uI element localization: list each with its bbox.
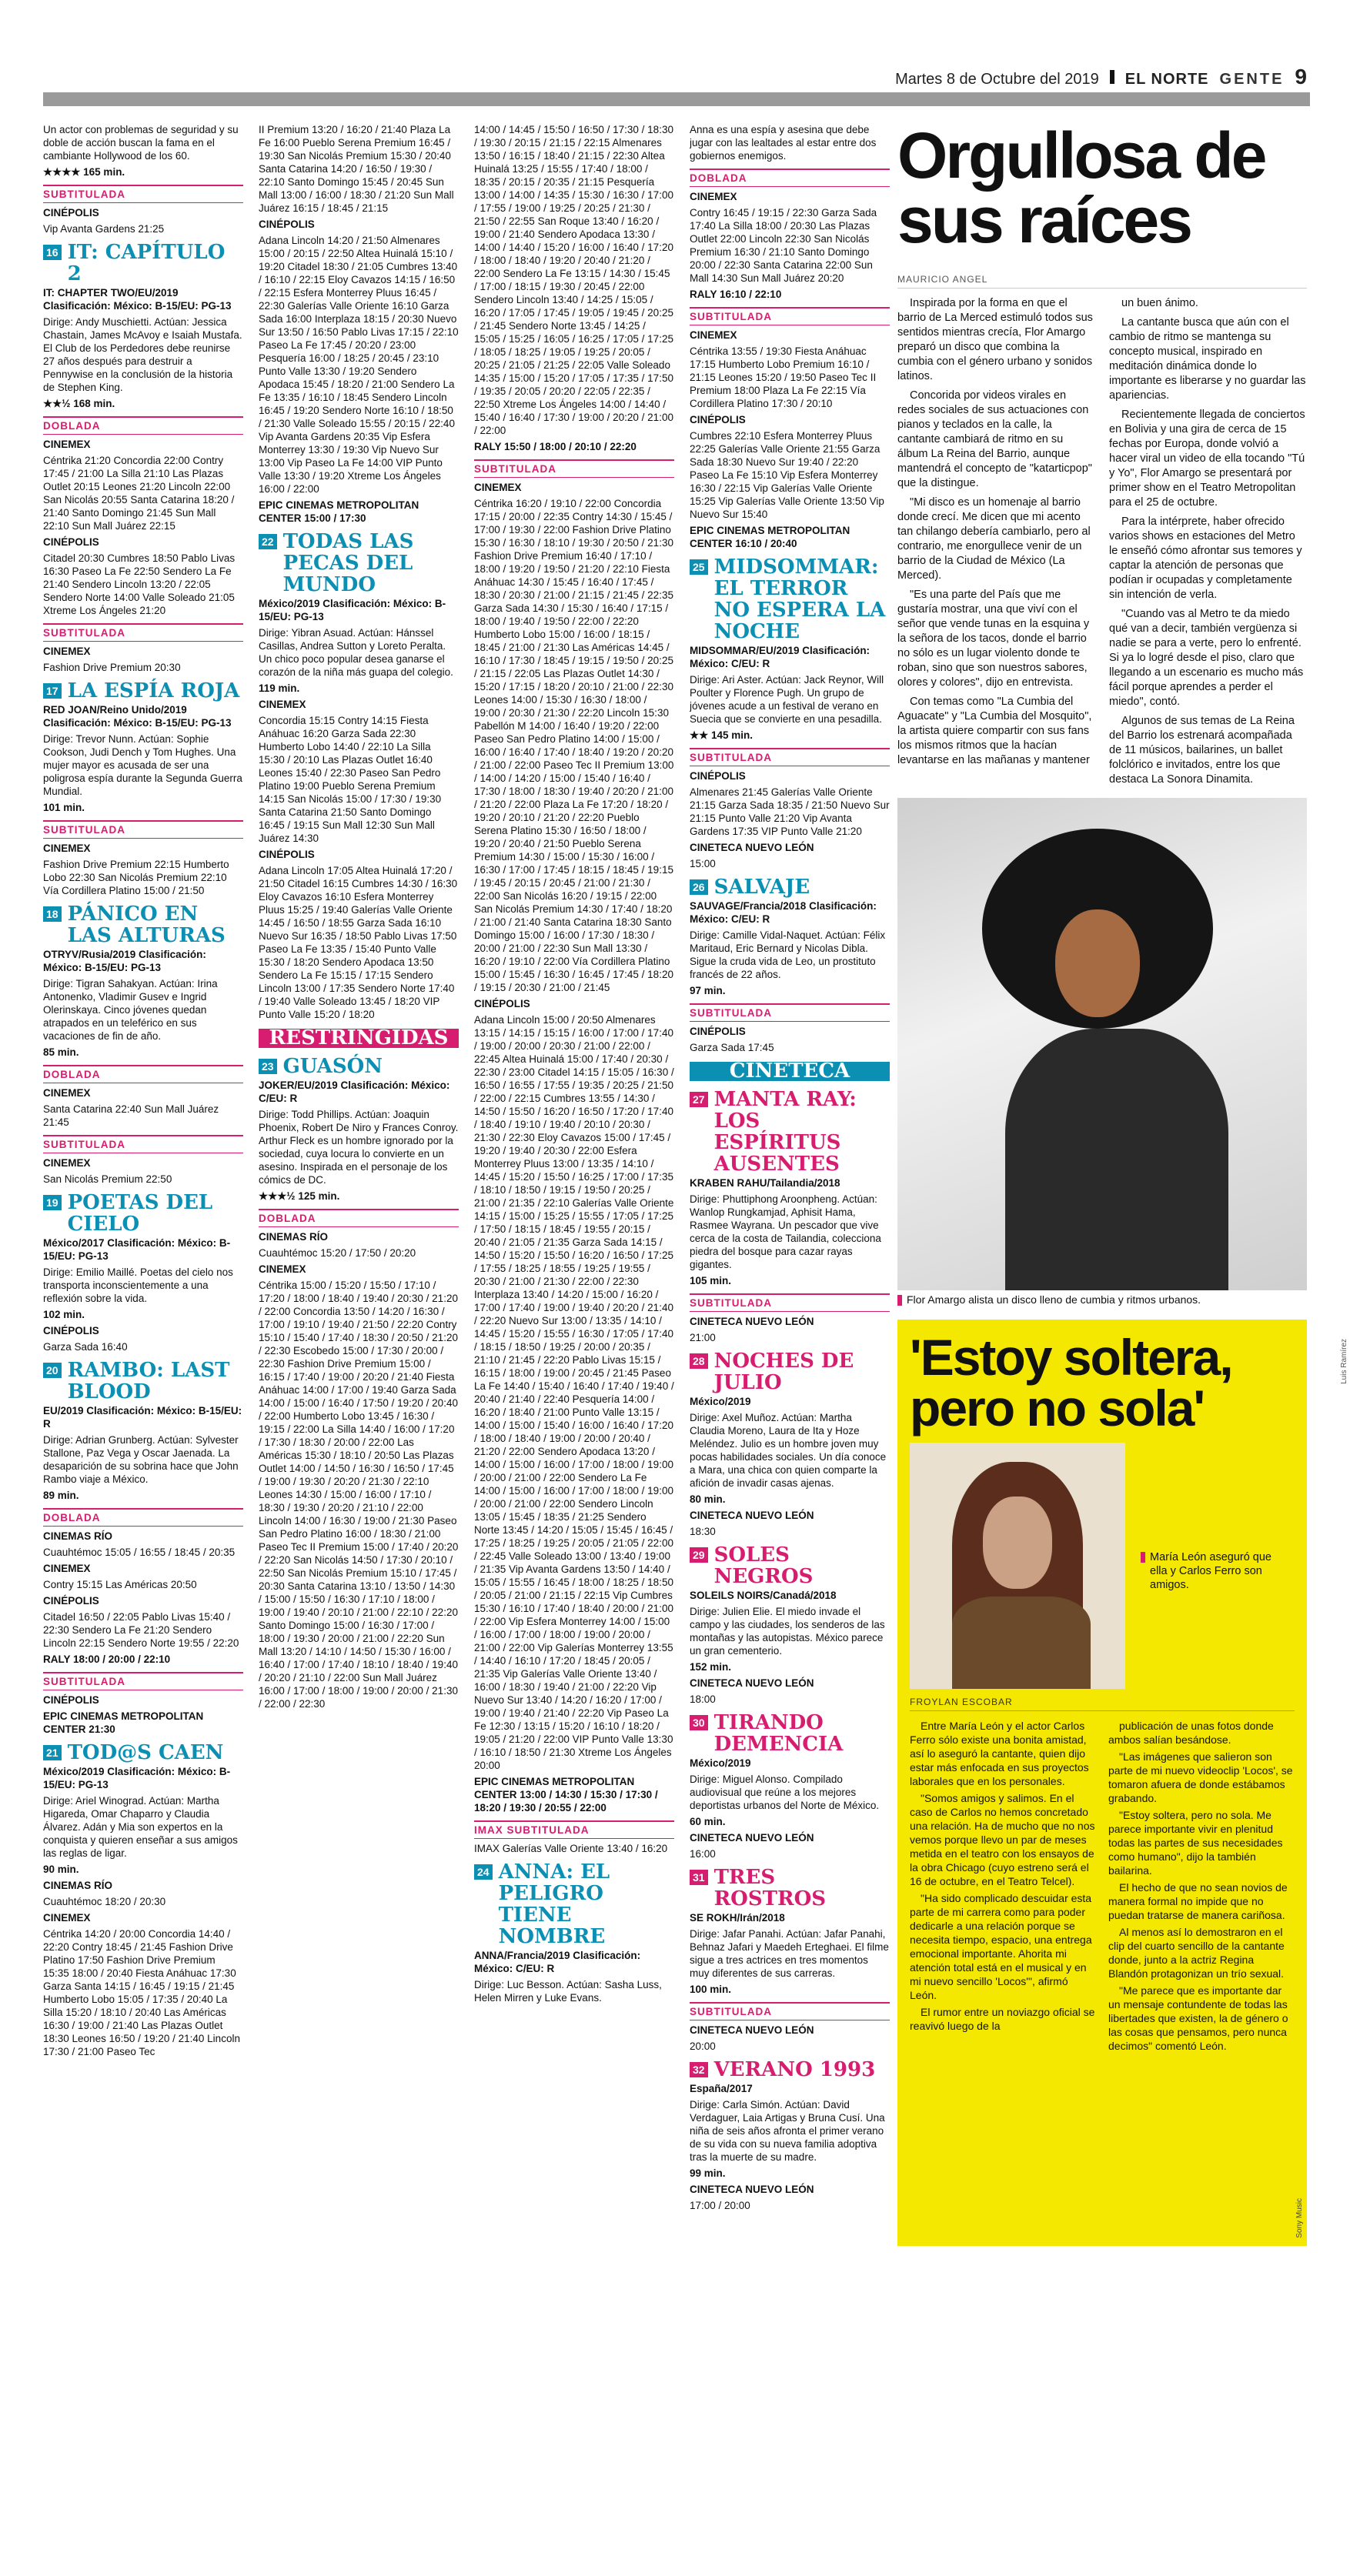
date-label: Martes 8 de Octubre del 2019: [895, 71, 1099, 88]
photo-caption: Flor Amargo alista un disco lleno de cumbia y ritmos urbanos.: [897, 1293, 1307, 1306]
paragraph: Algunos de sus temas de La Reina del Barrio los estrenará acompañada de 11 músicos, bailarines, un ballet folclórico e invitados, entre los que destaca La Sonora Dinamita.: [1109, 715, 1295, 786]
runtime: 99 min.: [690, 2167, 726, 2179]
section-label: IMAX SUBTITULADA: [474, 1820, 674, 1839]
movie-title-text: ANNA: EL PELIGRO TIENE NOMBRE: [498, 1860, 610, 1948]
movie-meta: México/2019: [690, 1396, 751, 1407]
showtimes: 15:00: [690, 858, 716, 869]
section-label: SUBTITULADA: [474, 459, 674, 478]
movie-meta: ANNA/Francia/2019 Clasificación: México: C/EU: R: [474, 1950, 641, 1974]
movie-synopsis: Dirige: Luc Besson. Actúan: Sasha Luss, Helen Mirren y Luke Evans.: [474, 1979, 662, 2004]
movie-number: 29: [690, 1547, 708, 1563]
photo-body-shape: [952, 1597, 1091, 1689]
movie-number: 18: [43, 906, 62, 922]
movie-synopsis: Dirige: Tigran Sahakyan. Actúan: Irina Antonenko, Vladimir Gusev e Ingrid Olerinskaya. Cinco jóvenes quedan atrapados en un teleférico en sus vacaciones de fin de año.: [43, 978, 218, 1042]
cinema-chain: CINEMEX: [474, 482, 522, 493]
runtime: 100 min.: [690, 1984, 732, 1995]
movie-title-text: MANTA RAY: LOS ESPÍRITUS AUSENTES: [713, 1088, 857, 1176]
showtimes: Santa Catarina 22:40 Sun Mall Juárez 21:45: [43, 1103, 219, 1128]
paragraph: "Ha sido complicado descuidar esta parte de mi carrera como para poder dedicarle a una relación porque se necesita tiempo, espacio, una entrega emocional importante. Ahorita mi atención total está en el musical y en mi nuevo sencillo 'Locos'", afirmó León.: [910, 1892, 1092, 2001]
movie-meta: México/2019 Clasificación: México: B-15/EU: PG-13: [43, 1766, 231, 1790]
movie-synopsis: Dirige: Phuttiphong Aroonpheng. Actúan: Wanlop Rungkamjad, Aphisit Hama, Rasmee Wayrana. Un pescador que vive cerca de la costa de Tailandia, colecciona piedra del bosque para cazar rayas gigantes.: [690, 1193, 881, 1270]
brand-name: EL NORTE: [1124, 71, 1209, 88]
movie-meta: KRABEN RAHU/Tailandia/2018: [690, 1177, 840, 1189]
sidebar-column-2: [1108, 1719, 1295, 2056]
movie-title-text: GUASÓN: [282, 1055, 383, 1078]
rating: ★★½ 168 min.: [43, 398, 115, 409]
movie-meta: México/2019: [690, 1757, 751, 1769]
showtimes: Céntrika 16:20 / 19:10 / 22:00 Concordia 17:15 / 20:00 / 22:35 Contry 14:30 / 15:45 / 17:00 / 19:30 / 22:00 Fashion Drive Platino 15:30 / 16:30 / 18:10 / 19:30 / 20:50 / 21:30 Fashion Drive Premium 16:40 / 17:10 / 18:00 / 19:20 / 19:50 / 21:20 / 22:10 Fiesta Anáhuac 14:30 / 15:45 / 16:40 / 17:45 / 18:30 / 20:30 / 21:00 / 21:15 / 21:45 / 22:35 Garza Sada 14:30 / 15:30 / 16:40 / 17:15 / 18:00 / 19:40 / 19:50 / 22:00 / 22:20 Humberto Lobo 15:00 / 16:00 / 18:15 / 18:45 / 21:00 / 21:30 Las Américas 14:45 / 16:10 / 17:30 / 18:45 / 19:15 / 19:50 / 20:25 / 21:15 / 22:05 Las Plazas Outlet 14:30 / 15:20 / 17:15 / 18:20 / 20:10 / 21:00 / 22:30 Leones 14:00 / 15:30 / 16:30 / 18:00 / 19:00 / 20:30 / 21:30 / 22:20 Lincoln 15:30 Pabellón M 14:00 / 16:40 / 19:20 / 22:00 Paseo San Pedro Platino 14:00 / 15:00 / 16:00 / 16:40 / 17:40 / 18:40 / 19:20 / 20:20 / 21:00 / 22:00 Paseo Tec II Premium 13:00 / 14:00 / 14:20 / 15:00 / 15:40 / 16:40 / 17:30 / 18:00 / 18:30 / 19:40 / 20:20 / 21:00 / 21:20 / 22:00 Plaza La Fe 17:20 / 18:20 / 19:20 / 20:10 / 21:20 / 22:20 Pueblo Serena Platino 15:30 / 16:50 / 18:00 / 19:20 / 20:40 / 21:50 Pueblo Serena Premium 14:30 / 15:00 / 15:30 / 16:00 / 16:30 / 17:00 / 17:45 / 18:15 / 18:45 / 19:15 / 19:45 / 20:15 / 20:45 / 21:00 / 21:30 / 22:00 San Nicolás 16:20 / 19:15 / 22:00 San Nicolás Premium 14:30 / 17:40 / 18:20 / 21:00 / 21:40 Santa Catarina 18:30 Santo Domingo 15:00 / 16:00 / 17:30 / 18:30 / 20:00 / 21:00 / 22:30 Sun Mall 13:30 / 16:20 / 19:10 / 22:00 Vía Cordillera Platino 15:00 / 15:45 / 16:30 / 16:45 / 17:45 / 18:20 / 19:15 / 20:30 / 21:00 / 21:45: [474, 498, 674, 993]
listing-column-3: [474, 123, 674, 2562]
cinema-chain: EPIC CINEMAS METROPOLITAN CENTER 21:30: [43, 1710, 204, 1735]
movie-meta: México/2017 Clasificación: México: B-15/EU: PG-13: [43, 1237, 231, 1262]
photo-caption: María León aseguró que ella y Carlos Ferro son amigos.: [1141, 1550, 1271, 1592]
listing-column-2: [259, 123, 459, 2562]
section-label: SUBTITULADA: [43, 623, 243, 642]
cinema-chain: CINÉPOLIS: [43, 1325, 99, 1336]
cinema-chain: CINEMEX: [43, 646, 91, 657]
movie-meta: SAUVAGE/Francia/2018 Clasificación: México: C/EU: R: [690, 900, 877, 925]
section-label: SUBTITULADA: [43, 820, 243, 839]
showtimes: Céntrika 15:00 / 15:20 / 15:50 / 17:10 / 17:20 / 18:00 / 18:40 / 19:40 / 20:30 / 21:20 / 22:00 Concordia 13:50 / 14:20 / 16:30 / 17:00 / 19:10 / 19:40 / 21:50 / 22:20 Contry 15:10 / 15:40 / 17:40 / 18:30 / 20:50 / 21:20 / 22:30 Escobedo 15:00 / 17:30 / 20:00 / 22:30 Fashion Drive Premium 15:00 / 16:15 / 17:40 / 19:00 / 20:20 / 21:40 Fiesta Anáhuac 14:00 / 17:00 / 19:40 Garza Sada 14:00 / 15:00 / 16:40 / 17:50 / 19:20 / 20:40 / 22:00 Humberto Lobo 13:45 / 16:30 / 19:15 / 22:00 La Silla 14:40 / 16:00 / 17:20 / 17:30 / 18:30 / 20:00 / 22:00 Las Américas 15:30 / 18:10 / 20:50 Las Plazas Outlet 14:00 / 14:50 / 16:30 / 16:50 / 17:45 / 19:00 / 19:30 / 20:20 / 21:30 / 22:10 Leones 14:30 / 15:00 / 16:00 / 17:10 / 18:30 / 19:30 / 20:20 / 21:10 / 22:00 Lincoln 14:00 / 16:30 / 19:00 / 21:30 Paseo San Pedro Platino 16:00 / 18:30 / 21:00 Paseo Tec II Premium 15:00 / 17:40 / 20:20 / 22:20 San Nicolás 14:50 / 17:30 / 20:10 / 22:50 San Nicolás Premium 15:10 / 17:45 / 20:30 Santa Catarina 13:10 / 13:50 / 14:30 / 15:00 / 15:50 / 16:30 / 17:10 / 18:00 / 19:00 / 19:40 / 20:10 / 21:00 / 22:10 / 22:20 Santo Domingo 15:00 / 16:30 / 17:00 / 18:00 / 19:30 / 20:00 / 21:00 / 22:20 Sun Mall 13:20 / 14:10 / 14:50 / 15:30 / 16:00 / 16:40 / 17:00 / 17:40 / 18:10 / 18:40 / 19:40 / 20:20 / 21:10 / 22:00 Sun Mall Juárez 16:00 / 17:00 / 18:00 / 19:00 / 20:00 / 21:30 / 22:00 / 22:30: [259, 1280, 459, 1710]
movie-synopsis: Dirige: Ari Aster. Actúan: Jack Reynor, Will Poulter y Florence Pugh. Un grupo de jóvenes acude a un festival de verano en Suecia que se convierte en una pesadilla.: [690, 674, 884, 725]
movie-number: 28: [690, 1353, 708, 1369]
paragraph: "Somos amigos y salimos. En el caso de Carlos no hemos concretado una relación. Ha de mucho que no nos vemos porque llevo un par de meses metida en el teatro con los ensayos de la obra Chicago (cuyo estreno será el 16 de octubre, en el Teatro Telcel).: [910, 1792, 1095, 1887]
movie-title-text: RAMBO: LAST BLOOD: [67, 1359, 230, 1403]
cinema-chain: CINÉPOLIS: [259, 849, 315, 860]
paragraph: "Estoy soltera, pero no sola. Me parece importante vivir en plenitud todas las partes de sus necesidades como humano", dijo la también bailarina.: [1108, 1809, 1283, 1877]
movie-number: 20: [43, 1363, 62, 1378]
movie-title-text: IT: CAPÍTULO 2: [67, 241, 226, 285]
separator: [1110, 70, 1114, 84]
showtimes: Concordia 15:15 Contry 14:15 Fiesta Anáhuac 16:20 Garza Sada 22:30 Humberto Lobo 14:40 / 22:10 La Silla 15:30 / 20:10 Las Plazas Outlet 16:40 Leones 15:40 / 22:30 Paseo San Pedro Platino 19:00 Pueblo Serena Premium 14:15 San Nicolás 15:00 / 17:30 / 19:30 Santa Catarina 21:50 Santo Domingo 16:45 / 19:15 Sun Mall 12:30 Sun Mall Juárez 14:30: [259, 715, 442, 844]
movie-meta: JOKER/EU/2019 Clasificación: México: C/EU: R: [259, 1079, 450, 1104]
movie-title-text: SOLES NEGROS: [713, 1543, 814, 1588]
movie-synopsis: Dirige: Miguel Alonso. Compilado audiovisual que reúne a los mejores deportistas urbanos del Norte de México.: [690, 1774, 880, 1811]
showtimes: RALY 15:50 / 18:00 / 20:10 / 22:20: [474, 441, 637, 452]
showtimes: Cuauhtémoc 15:20 / 17:50 / 20:20: [259, 1247, 416, 1259]
movie-title-text: TIRANDO DEMENCIA: [713, 1711, 844, 1756]
movie-synopsis: Dirige: Axel Muñoz. Actúan: Martha Claudia Moreno, Laura de Ita y Hoze Meléndez. Julio es un hombre joven muy pocas habilidades sociales. Un día conoce a Mara, una chica con quien comparte la afición de invadir casas ajenas.: [690, 1412, 887, 1489]
cinema-chain: CINEMEX: [690, 329, 737, 341]
paragraph: Con temas como "La Cumbia del Aguacate" y "La Cumbia del Mosquito", la artista quiere compartir con sus fans los mismos ritmos que la hacían levantarse en las mañanas y mantener: [897, 696, 1092, 766]
movie-meta: EU/2019 Clasificación: México: B-15/EU: R: [43, 1405, 242, 1430]
movie-title: [43, 1360, 243, 1403]
runtime: 105 min.: [690, 1275, 732, 1286]
showtimes: Céntrika 13:55 / 19:30 Fiesta Anáhuac 17:15 Humberto Lobo Premium 16:10 / 21:15 Leones 15:20 / 19:50 Paseo Tec II Premium 18:00 Plaza La Fe 22:15 Vía Cordillera Platino 17:30 / 20:10: [690, 345, 877, 409]
article-body: [897, 296, 1307, 792]
showtimes: Céntrika 21:20 Concordia 22:00 Contry 17:45 / 21:00 La Silla 21:10 Las Plazas Outlet 20:15 Leones 21:20 Lincoln 22:00 San Nicolás 20:55 Santa Catarina 18:20 / 21:40 Santo Domingo 21:45 Sun Mall 22:10 Sun Mall Juárez 22:15: [43, 455, 235, 532]
section-label: DOBLADA: [43, 1065, 243, 1083]
movie-number: 22: [259, 534, 277, 549]
showtimes: Almenares 21:45 Galerías Valle Oriente 21:15 Garza Sada 18:35 / 21:50 Nuevo Sur 21:15 Punto Valle 21:20 Vip Avanta Gardens 17:35 VIP Punto Valle 21:20: [690, 786, 890, 837]
cinema-chain: CINETECA NUEVO LEÓN: [690, 1316, 814, 1327]
section-label: SUBTITULADA: [690, 1003, 890, 1022]
cinema-chain: CINETECA NUEVO LEÓN: [690, 842, 814, 853]
showtimes: Contry 16:45 / 19:15 / 22:30 Garza Sada 17:40 La Silla 18:00 / 20:30 Las Plazas Outlet 22:00 Lincoln 22:30 San Nicolás Premium 16:30 / 21:10 Santo Domingo 20:00 / 22:30 Santa Catarina 22:00 Sun Mall 14:30 Sun Mall Juárez 20:20: [690, 207, 877, 284]
movie-title-text: TRES ROSTROS: [713, 1866, 826, 1910]
paragraph: "Me parece que es importante dar un mensaje contundente de todas las libertades que existen, la de género o las cosas que pensamos, pero nunca decimos" comentó León.: [1108, 1984, 1288, 2052]
movie-title: [690, 1089, 890, 1175]
movie-meta: OTRYV/Rusia/2019 Clasificación: México: B-15/EU: PG-13: [43, 949, 206, 973]
movie-number: 31: [690, 1870, 708, 1885]
cinema-chain: CINETECA NUEVO LEÓN: [690, 2024, 814, 2036]
runtime: 119 min.: [259, 682, 300, 694]
paragraph: El rumor entre un noviazgo oficial se reavivó luego de la: [910, 2006, 1095, 2032]
movie-meta: España/2017: [690, 2083, 753, 2094]
page-number: 9: [1295, 65, 1307, 88]
movie-number: 30: [690, 1715, 708, 1730]
photo-with-caption: [910, 1443, 1295, 1689]
cinema-chain: CINÉPOLIS: [474, 998, 530, 1009]
showtimes: 21:00: [690, 1332, 716, 1343]
photo-face-shape: [983, 1497, 1052, 1589]
movie-synopsis: Dirige: Andy Muschietti. Actúan: Jessica Chastain, James McAvoy e Isaiah Mustafa. El Club de los Perdedores debe reunirse 27 años después para destruir a Pennywise en la conclusión de la historia de Stephen King.: [43, 316, 242, 393]
cinema-chain: EPIC CINEMAS METROPOLITAN CENTER 16:10 / 20:40: [690, 525, 850, 549]
cinema-chain: CINÉPOLIS: [43, 1595, 99, 1607]
section-label: SUBTITULADA: [690, 307, 890, 325]
movie-synopsis: Dirige: Camille Vidal-Naquet. Actúan: Félix Maritaud, Eric Bernard y Nicolas Dibla. Sigue la cruda vida de Leo, un prostituto francés de 22 años.: [690, 929, 886, 980]
section-label: SUBTITULADA: [43, 1135, 243, 1153]
movie-title: [43, 1742, 243, 1763]
showtimes: 20:00: [690, 2040, 716, 2052]
movie-number: 19: [43, 1195, 62, 1210]
section-label: DOBLADA: [43, 416, 243, 435]
cinema-chain: CINÉPOLIS: [43, 207, 99, 219]
cinema-chain: CINÉPOLIS: [690, 1026, 746, 1037]
movie-number: 21: [43, 1745, 62, 1760]
feature-articles: [897, 119, 1307, 2246]
movie-meta: MIDSOMMAR/EU/2019 Clasificación: México: C/EU: R: [690, 645, 870, 669]
showtimes: 18:30: [690, 1526, 716, 1537]
paragraph: La cantante busca que aún con el cambio de ritmo se mantenga su concepto musical, inspirado en meditación dinámica donde lo importante es liberarse y no guardar las apariencias.: [1109, 316, 1306, 402]
photo-credit: Luis Ramírez: [1340, 1339, 1348, 1384]
header-rule: [43, 92, 1310, 106]
movie-title-text: LA ESPÍA ROJA: [67, 679, 240, 702]
movie-title: [690, 1350, 890, 1393]
movie-title: [690, 876, 890, 898]
movie-synopsis: Dirige: Todd Phillips. Actúan: Joaquin Phoenix, Robert De Niro y Frances Conroy. Arthur Fleck es un hombre ignorado por la sociedad, cuya locura lo convierte en un asesino. Inspirada en el personaje de los cómics de DC.: [259, 1109, 459, 1186]
movie-title: [690, 556, 890, 642]
movie-title: [259, 531, 459, 596]
movie-number: 16: [43, 245, 62, 260]
showtimes: Adana Lincoln 17:05 Altea Huinalá 17:20 / 21:50 Citadel 16:15 Cumbres 14:30 / 16:30 Eloy Cavazos 16:10 Esfera Monterrey Pluus 15:25 / 19:40 Galerías Valle Oriente 14:45 / 16:50 / 18:55 Garza Sada 16:10 Nuevo Sur 16:35 / 18:50 Pablo Livas 17:50 Paseo La Fe 13:35 / 15:40 Punto Valle 15:30 / 18:20 Sendero Apodaca 13:50 Sendero La Fe 15:15 / 17:15 Sendero Lincoln 13:00 / 17:35 Sendero Norte 17:40 / 19:40 Valle Soleado 13:45 / 18:20 VIP Punto Valle 15:20 / 18:20: [259, 865, 458, 1020]
cinema-chain: EPIC CINEMAS METROPOLITAN CENTER 13:00 / 14:30 / 15:30 / 17:30 / 18:20 / 19:30 / 20:55 / 22:00: [474, 1776, 658, 1814]
article-byline: FROYLAN ESCOBAR: [910, 1697, 1295, 1711]
section-label: SUBTITULADA: [690, 2002, 890, 2020]
cinema-chain: EPIC CINEMAS METROPOLITAN CENTER 15:00 / 17:30: [259, 499, 419, 524]
cinema-chain: CINEMEX: [43, 1087, 91, 1099]
movie-synopsis: Anna es una espía y asesina que debe jugar con las lealtades al estar entre dos gobiernos enemigos.: [690, 124, 877, 162]
cinema-chain: CINÉPOLIS: [43, 1694, 99, 1706]
movie-title: [474, 1861, 674, 1947]
movie-title-text: VERANO 1993: [713, 2058, 876, 2081]
actress-photo: [910, 1443, 1125, 1689]
movie-number: 26: [690, 879, 708, 895]
runtime: 90 min.: [43, 1864, 79, 1875]
movie-title-text: SALVAJE: [713, 876, 810, 899]
movie-number: 32: [690, 2062, 708, 2077]
paragraph: un buen ánimo.: [1121, 297, 1198, 309]
movie-title-text: TODAS LAS PECAS DEL MUNDO: [282, 530, 414, 596]
movie-title-text: PÁNICO EN LAS ALTURAS: [67, 903, 226, 947]
cinema-chain: CINEMEX: [259, 1263, 306, 1275]
movie-title: [690, 1544, 890, 1587]
article-byline: MAURICIO ANGEL: [897, 274, 1307, 289]
showtimes: Citadel 20:30 Cumbres 18:50 Pablo Livas 16:30 Paseo La Fe 22:50 Sendero La Fe 21:40 Sendero Lincoln 13:20 / 22:05 Sendero Norte 14:00 Valle Soleado 21:05 Xtreme Los Ángeles 21:20: [43, 552, 236, 616]
showtimes: Fashion Drive Premium 22:15 Humberto Lobo 22:30 San Nicolás Premium 22:10 Vía Cordillera Platino 15:00 / 21:50: [43, 859, 229, 896]
cinema-chain: CINÉPOLIS: [690, 414, 746, 425]
photo-credit: Sony Music: [1295, 2198, 1304, 2238]
header-meta: [895, 65, 1307, 89]
movie-synopsis: Dirige: Carla Simón. Actúan: David Verdaguer, Laia Artigas y Bruna Cusí. Una niña de seis años afronta el primer verano de su vida con su nueva familia adoptiva tras la muerte de su madre.: [690, 2099, 885, 2163]
section-label: DOBLADA: [43, 1508, 243, 1527]
movie-title: [43, 680, 243, 702]
showtimes: Citadel 16:50 / 22:05 Pablo Livas 15:40 / 22:30 Sendero La Fe 21:20 Sendero Lincoln 22:15 Sendero Norte 19:55 / 22:20: [43, 1611, 239, 1649]
runtime: 80 min.: [690, 1493, 726, 1505]
showtimes: 14:00 / 14:45 / 15:50 / 16:50 / 17:30 / 18:30 / 19:30 / 20:15 / 21:15 / 22:15 Almenares 13:50 / 16:15 / 18:40 / 21:15 / 22:30 Altea Huinalá 13:25 / 15:55 / 17:40 / 18:00 / 18:35 / 20:15 / 20:35 / 21:15 Pesquería 13:00 / 14:00 / 14:35 / 15:30 / 16:30 / 17:00 / 17:55 / 19:00 / 19:25 / 20:25 / 21:30 / 21:50 / 22:55 San Roque 13:40 / 16:20 / 19:00 / 21:40 Sendero Apodaca 13:30 / 14:00 / 14:40 / 15:20 / 16:00 / 16:40 / 17:20 / 18:00 / 18:40 / 19:20 / 20:40 / 21:20 / 22:00 Sendero La Fe 13:15 / 14:30 / 15:45 / 17:00 / 18:15 / 19:30 / 20:45 / 22:00 Sendero Lincoln 13:40 / 14:25 / 15:05 / 16:20 / 17:05 / 17:45 / 19:05 / 19:45 / 20:25 / 21:45 Sendero Norte 13:45 / 14:25 / 15:05 / 15:25 / 16:05 / 16:25 / 17:05 / 17:25 / 18:05 / 18:25 / 19:05 / 19:25 / 20:05 / 20:25 / 21:05 / 21:25 / 22:05 Valle Soleado 14:35 / 15:00 / 15:20 / 17:05 / 17:35 / 17:50 / 19:35 / 20:05 / 20:20 / 22:05 / 22:35 / 22:50 Xtreme Los Ángeles 14:00 / 14:40 / 15:40 / 16:40 / 17:30 / 19:00 / 20:20 / 21:00 / 22:00: [474, 124, 673, 436]
movie-synopsis: Dirige: Trevor Nunn. Actúan: Sophie Cookson, Judi Dench y Tom Hughes. Una mujer mayor es acusada de ser una poligrosa espía durante la Segunda Guerra Mundial.: [43, 733, 242, 797]
movie-listings: [43, 123, 890, 2562]
paragraph: Concorida por videos virales en redes sociales de sus actuaciones con pianos y teclados en la calle, la cantante cambiará de ritmo en su álbum La Reina del Barrio, aunque mantendrá el concepto de "katarticpop" que la distingue.: [897, 389, 1092, 489]
cinema-chain: CINEMEX: [259, 699, 306, 710]
section-label: SUBTITULADA: [690, 748, 890, 766]
movie-synopsis: Dirige: Julien Elie. El miedo invade el campo y las ciudades, los senderos de las montañas y las autopistas. México parece un gran cementerio.: [690, 1606, 885, 1657]
showtimes: Garza Sada 16:40: [43, 1341, 128, 1353]
movie-synopsis: Dirige: Emilio Maillé. Poetas del cielo nos transporta inconscientemente a una reflexión sobre la vida.: [43, 1266, 233, 1304]
cinema-chain: CINEMEX: [43, 843, 91, 854]
cinema-chain: CINEMEX: [43, 439, 91, 450]
movie-title-text: MIDSOMMAR: EL TERROR NO ESPERA LA NOCHE: [713, 556, 886, 643]
section-label: DOBLADA: [690, 169, 890, 187]
section-name: GENTE: [1219, 71, 1285, 88]
cinema-chain: CINEMAS RÍO: [43, 1530, 113, 1542]
movie-title: [43, 1192, 243, 1235]
cinema-chain: CINETECA NUEVO LEÓN: [690, 2184, 814, 2195]
movie-meta: SOLEILS NOIRS/Canadá/2018: [690, 1590, 837, 1601]
showtimes: Cuauhtémoc 15:05 / 16:55 / 18:45 / 20:35: [43, 1547, 236, 1558]
showtimes: 18:00: [690, 1693, 716, 1705]
movie-title: [690, 2059, 890, 2080]
showtimes: Adana Lincoln 14:20 / 21:50 Almenares 15:00 / 20:15 / 22:50 Altea Huinalá 15:10 / 19:20 Citadel 18:30 / 21:05 Cumbres 13:40 / 16:10 / 22:15 Eloy Cavazos 14:15 / 16:50 / 22:15 Esfera Monterrey Pluus 16:45 / 22:30 Galerías Valle Oriente 16:10 Garza Sada 16:00 Interplaza 18:15 / 20:30 Nuevo Sur 13:50 / 16:50 Pablo Livas 17:15 / 22:10 Paseo La Fe 17:45 / 20:20 / 23:00 Pesquería 16:00 / 18:25 / 20:45 / 23:10 Punto Valle 13:30 / 19:20 Sendero Apodaca 15:45 / 18:20 / 21:00 Sendero La Fe 13:35 / 16:10 / 18:45 Sendero Lincoln 16:45 / 19:20 Sendero Norte 16:10 / 18:50 / 21:30 Valle Soleado 15:55 / 20:15 / 22:40 Vip Avanta Gardens 20:35 Vip Esfera Monterrey 13:30 / 19:30 Vip Nuevo Sur 13:00 Vip Paseo La Fe 14:00 VIP Punto Valle 13:30 / 19:20 Xtreme Los Ángeles 16:00 / 22:00: [259, 235, 459, 495]
sidebar-article-box: [897, 1320, 1307, 2246]
movie-title-text: TOD@S CAEN: [67, 1741, 224, 1764]
movie-synopsis: Dirige: Ariel Winograd. Actúan: Martha Higareda, Omar Chaparro y Claudia Álvarez. Adán y Mia son expertos en la conquista y quieren enseñar a sus amigos las reglas de ligar.: [43, 1795, 238, 1859]
runtime: 101 min.: [43, 802, 85, 813]
showtimes: RALY 18:00 / 20:00 / 22:10: [43, 1653, 171, 1665]
showtimes: Adana Lincoln 15:00 / 20:50 Almenares 13:15 / 14:15 / 15:15 / 16:00 / 17:00 / 17:40 / 19:00 / 20:00 / 20:30 / 21:00 / 22:00 / 22:45 Altea Huinalá 15:00 / 17:40 / 20:30 / 22:30 / 23:00 Citadel 14:15 / 15:05 / 16:30 / 16:50 / 16:55 / 17:55 / 19:35 / 20:25 / 21:50 / 22:00 / 22:15 Cumbres 13:55 / 14:30 / 14:50 / 15:50 / 16:20 / 16:50 / 17:20 / 17:40 / 18:40 / 19:10 / 19:40 / 20:10 / 20:30 / 21:30 / 22:30 Eloy Cavazos 15:00 / 17:45 / 19:20 / 19:40 / 20:30 / 22:00 Esfera Monterrey Pluus 13:00 / 13:35 / 14:10 / 14:45 / 15:20 / 15:50 / 16:25 / 17:00 / 17:35 / 18:10 / 18:50 / 19:15 / 19:50 / 20:25 / 21:00 / 21:35 / 22:10 Galerías Valle Oriente 14:15 / 15:00 / 15:25 / 15:55 / 17:05 / 17:25 / 17:50 / 18:15 / 18:45 / 19:55 / 20:15 / 20:40 / 21:05 / 21:35 Garza Sada 14:15 / 14:50 / 15:20 / 15:50 / 16:20 / 16:50 / 17:25 / 17:55 / 18:25 / 18:55 / 19:25 / 19:55 / 20:30 / 21:00 / 21:30 / 22:00 / 22:30 Interplaza 13:40 / 14:20 / 15:00 / 16:20 / 17:00 / 17:40 / 19:00 / 19:40 / 20:20 / 21:40 / 22:20 Nuevo Sur 13:00 / 13:35 / 14:10 / 14:45 / 15:20 / 15:55 / 16:30 / 17:05 / 17:40 / 18:15 / 18:50 / 19:25 / 20:00 / 20:35 / 21:10 / 21:45 / 22:20 Pablo Livas 15:15 / 16:15 / 18:00 / 19:00 / 20:45 / 21:45 Paseo La Fe 14:40 / 15:40 / 16:40 / 17:40 / 19:40 / 20:40 / 21:40 / 22:40 Pesquería 14:00 / 16:20 / 18:40 / 21:00 Punto Valle 13:15 / 14:00 / 15:00 / 15:40 / 16:00 / 16:40 / 17:20 / 18:00 / 18:40 / 19:00 / 20:00 / 20:40 / 21:20 / 22:00 Sendero Apodaca 13:20 / 14:00 / 15:00 / 16:00 / 17:00 / 18:00 / 19:00 / 20:00 / 21:00 / 22:00 Sendero La Fe 14:00 / 15:00 / 16:00 / 17:00 / 18:00 / 19:00 / 20:00 / 21:00 / 22:00 Sendero Lincoln 13:05 / 15:45 / 18:35 / 21:25 Sendero Norte 13:45 / 14:20 / 15:05 / 15:45 / 16:45 / 17:25 / 18:25 / 19:25 / 20:05 / 21:05 / 22:00 / 22:45 Valle Soleado 13:00 / 13:40 / 19:00 / 21:35 Vip Avanta Gardens 13:50 / 14:40 / 15:05 / 15:55 / 16:45 / 18:00 / 18:25 / 18:50 / 20:05 / 21:00 / 21:15 / 22:15 Vip Cumbres 15:30 / 16:10 / 17:40 / 18:40 / 20:00 / 21:00 / 22:00 Vip Esfera Monterrey 14:00 / 15:00 / 16:00 / 17:00 / 18:00 / 19:00 / 20:00 / 21:00 / 22:00 Vip Galerías Monterrey 13:55 / 14:40 / 16:10 / 17:20 / 18:45 / 20:05 / 21:35 Vip Galerías Valle Oriente 13:40 / 16:00 / 18:30 / 19:40 / 21:00 / 22:20 Vip Nuevo Sur 13:40 / 14:20 / 16:20 / 17:00 / 19:00 / 19:40 / 21:40 / 22:20 Vip Paseo La Fe 12:30 / 13:15 / 15:20 / 16:10 / 18:20 / 19:05 / 21:20 / 22:00 VIP Punto Valle 13:30 / 16:10 / 18:50 / 21:30 Xtreme Los Ángeles 20:00: [474, 1014, 674, 1771]
section-label: SUBTITULADA: [690, 1293, 890, 1312]
artist-photo: [897, 798, 1307, 1290]
paragraph: "Es una parte del País que me gustaría mostrar, una que viví con el señor que vende tunas en la esquina y la señora de los tacos, donde el barrio no sólo es un lugar violento donde te roban, sino que son nuestros sabores, olores y colores", dijo en entrevista.: [897, 589, 1090, 689]
runtime: 152 min.: [690, 1661, 732, 1673]
movie-title-text: NOCHES DE JULIO: [713, 1350, 854, 1394]
synopsis: Un actor con problemas de seguridad y su doble de acción buscan la fama en el cambiante Hollywood de los 60.: [43, 124, 239, 162]
movie-title: [690, 1712, 890, 1755]
cinema-chain: CINÉPOLIS: [259, 219, 315, 230]
section-band-cineteca: CINETECA: [690, 1062, 890, 1081]
listing-column-4: [690, 123, 890, 2562]
section-band-restringidas: RESTRINGIDAS: [259, 1029, 459, 1048]
movie-number: 25: [690, 559, 708, 575]
photo-jacket-shape: [1005, 1029, 1228, 1290]
cinema-chain: CINEMAS RÍO: [43, 1880, 113, 1891]
section-label: SUBTITULADA: [43, 1672, 243, 1690]
paragraph: "Cuando vas al Metro te da miedo qué van a decir, también vergüenza si nadie se para a verte, pero lo enfrenté. Si ya lo logré desde el piso, claro que llegando a un escenario es mucho más fácil porque aprendes a perder el miedo", contó.: [1109, 608, 1304, 708]
showtimes: IMAX Galerías Valle Oriente 13:40 / 16:20: [474, 1843, 668, 1854]
showtimes: II Premium 13:20 / 16:20 / 21:40 Plaza La Fe 16:00 Pueblo Serena Premium 16:45 / 19:30 San Nicolás Premium 15:30 / 20:40 Santa Catarina 14:20 / 16:50 / 19:30 / 22:10 Santo Domingo 15:45 / 20:45 Sun Mall 13:00 / 16:00 / 18:30 / 21:20 Sun Mall Juárez 16:15 / 18:45 / 21:15: [259, 124, 454, 214]
showtimes: Contry 15:15 Las Américas 20:50: [43, 1579, 197, 1590]
cinema-chain: CINEMEX: [43, 1563, 91, 1574]
cinema-chain: CINEMAS RÍO: [259, 1231, 329, 1243]
cinema-chain: CINEMEX: [690, 191, 737, 202]
movie-synopsis: Dirige: Jafar Panahi. Actúan: Jafar Panahi, Behnaz Jafari y Maedeh Erteghaei. El filme sigue a tres actrices en tres momentos muy diferentes de sus carreras.: [690, 1928, 889, 1979]
rating: ★★★½ 125 min.: [259, 1190, 340, 1202]
article-column-2: [1109, 296, 1307, 792]
runtime: 60 min.: [690, 1816, 726, 1827]
cinema-chain: CINEMEX: [43, 1912, 91, 1924]
movie-title: [43, 242, 243, 285]
movie-synopsis: Dirige: Adrian Grunberg. Actúan: Sylvester Stallone, Paz Vega y Oscar Jaenada. La desaparición de su sobrina hace que John Rambo viaje a México.: [43, 1434, 239, 1485]
cinema-chain: CINETECA NUEVO LEÓN: [690, 1677, 814, 1689]
movie-number: 24: [474, 1864, 493, 1880]
movie-synopsis: Dirige: Yibran Asuad. Actúan: Hánssel Casillas, Andrea Sutton y Loreto Peralta. Un chico poco popular desea ganarse el corazón de la niña más guapa del colegio.: [259, 627, 453, 678]
article-headline: Orgullosa de sus raíces: [897, 119, 1265, 256]
movie-meta: IT: CHAPTER TWO/EU/2019 Clasificación: México: B-15/EU: PG-13: [43, 287, 232, 312]
showtimes: Vip Avanta Gardens 21:25: [43, 223, 165, 235]
showtimes: Cumbres 22:10 Esfera Monterrey Pluus 22:25 Galerías Valle Oriente 21:55 Garza Sada 18:30 Nuevo Sur 19:40 / 22:20 Paseo La Fe 15:10 Vip Esfera Monterrey 16:30 / 22:15 Vip Galerías Valle Oriente 15:25 Vip Galerías Valle Oriente 13:50 Vip Nuevo Sur 15:40: [690, 430, 884, 520]
cinema-chain: CINEMEX: [43, 1157, 91, 1169]
sidebar-body: [910, 1719, 1295, 2056]
rating: ★★★★ 165 min.: [43, 166, 125, 178]
runtime: 97 min.: [690, 985, 726, 996]
movie-meta: SE ROKH/Irán/2018: [690, 1912, 785, 1924]
article-column-1: [897, 296, 1095, 792]
section-label: DOBLADA: [259, 1209, 459, 1227]
cinema-chain: CINÉPOLIS: [690, 770, 746, 782]
movie-number: 27: [690, 1092, 708, 1107]
listing-column-1: [43, 123, 243, 2562]
movie-number: 17: [43, 683, 62, 699]
showtimes: 17:00 / 20:00: [690, 2200, 750, 2211]
paragraph: Para la intérprete, haber ofrecido varios shows en estaciones del Metro le enseñó cómo afrontar sus temores y captar la atención de personas que podían ir ocupadas y completamente sin intención de verla.: [1109, 516, 1302, 601]
runtime: 85 min.: [43, 1046, 79, 1058]
paragraph: Al menos así lo demostraron en el clip del cuarto sencillo de la cantante donde, junto a la actriz Regina Blandón protagonizan un trío sexual.: [1108, 1926, 1285, 1980]
page-header: [0, 0, 1350, 92]
movie-meta: México/2019 Clasificación: México: B-15/EU: PG-13: [259, 598, 446, 622]
paragraph: publicación de unas fotos donde ambos salían besándose.: [1108, 1720, 1274, 1746]
paragraph: "Las imágenes que salieron son parte de mi nuevo videoclip 'Locos', se tomaron afuera de donde estábamos grabando.: [1108, 1750, 1293, 1804]
photo-face-shape: [1055, 909, 1140, 1017]
movie-title: [259, 1056, 459, 1077]
runtime: 89 min.: [43, 1490, 79, 1501]
paragraph: Recientemente llegada de conciertos en Bolivia y una gira de cerca de 15 fechas por Europa, donde volvió a hacer viral un video de ella tocando "Tú y Yo", Flor Amargo se presentará por primer show en el Teatro Metropolitan para el 25 de octubre.: [1109, 409, 1305, 509]
sidebar-headline: 'Estoy soltera, pero no sola': [910, 1329, 1232, 1436]
paragraph: Inspirada por la forma en que el barrio de La Merced estimuló todos sus sentidos mientras crecía, Flor Amargo preparó un disco que combina la cumbia con el género urbano y sonidos latinos.: [897, 297, 1093, 382]
rating: ★★ 145 min.: [690, 729, 753, 741]
showtimes: Garza Sada 17:45: [690, 1042, 774, 1053]
movie-meta: RED JOAN/Reino Unido/2019 Clasificación: México: B-15/EU: PG-13: [43, 704, 232, 729]
section-label: SUBTITULADA: [43, 185, 243, 203]
cinema-chain: CINÉPOLIS: [43, 536, 99, 548]
cinema-chain: CINETECA NUEVO LEÓN: [690, 1510, 814, 1521]
paragraph: Entre María León y el actor Carlos Ferro sólo existe una bonita amistad, así lo aseguró la cantante, quien dijo estar más enfocada en sus proyectos laborales que en los personales.: [910, 1720, 1089, 1787]
movie-title: [690, 1867, 890, 1910]
movie-title: [43, 903, 243, 946]
runtime: 102 min.: [43, 1309, 85, 1320]
movie-number: 23: [259, 1059, 277, 1074]
movie-title-text: POETAS DEL CIELO: [67, 1191, 213, 1236]
showtimes: RALY 16:10 / 22:10: [690, 289, 782, 300]
showtimes: San Nicolás Premium 22:50: [43, 1173, 172, 1185]
showtimes: Céntrika 14:20 / 20:00 Concordia 14:40 / 22:20 Contry 18:45 / 21:45 Fashion Drive Platino 17:50 Fashion Drive Premium 15:35 18:00 / 20:40 Fiesta Anáhuac 17:30 Garza Santa 14:15 / 16:45 / 19:15 / 21:45 Humberto Lobo 15:05 / 17:35 / 20:40 La Silla 15:20 / 18:10 / 20:40 Las Américas 16:30 / 19:00 / 21:40 Las Plazas Outlet 18:30 Leones 16:50 / 19:20 / 21:40 Lincoln 17:30 / 21:00 Paseo Tec: [43, 1928, 240, 2057]
showtimes: 16:00: [690, 1848, 716, 1860]
cinema-chain: CINETECA NUEVO LEÓN: [690, 1832, 814, 1844]
sidebar-column-1: [910, 1719, 1096, 2056]
paragraph: El hecho de que no sean novios de manera formal no impide que no puedan tratarse de manera cariñosa.: [1108, 1881, 1288, 1921]
showtimes: Cuauhtémoc 18:20 / 20:30: [43, 1896, 166, 1907]
paragraph: "Mi disco es un homenaje al barrio donde crecí. Me dicen que mi acento tan chilango debería cambiarlo, pero al contrario, me enorgullece venir de un barrio de la Ciudad de México (La Merced).: [897, 496, 1091, 582]
showtimes: Fashion Drive Premium 20:30: [43, 662, 181, 673]
